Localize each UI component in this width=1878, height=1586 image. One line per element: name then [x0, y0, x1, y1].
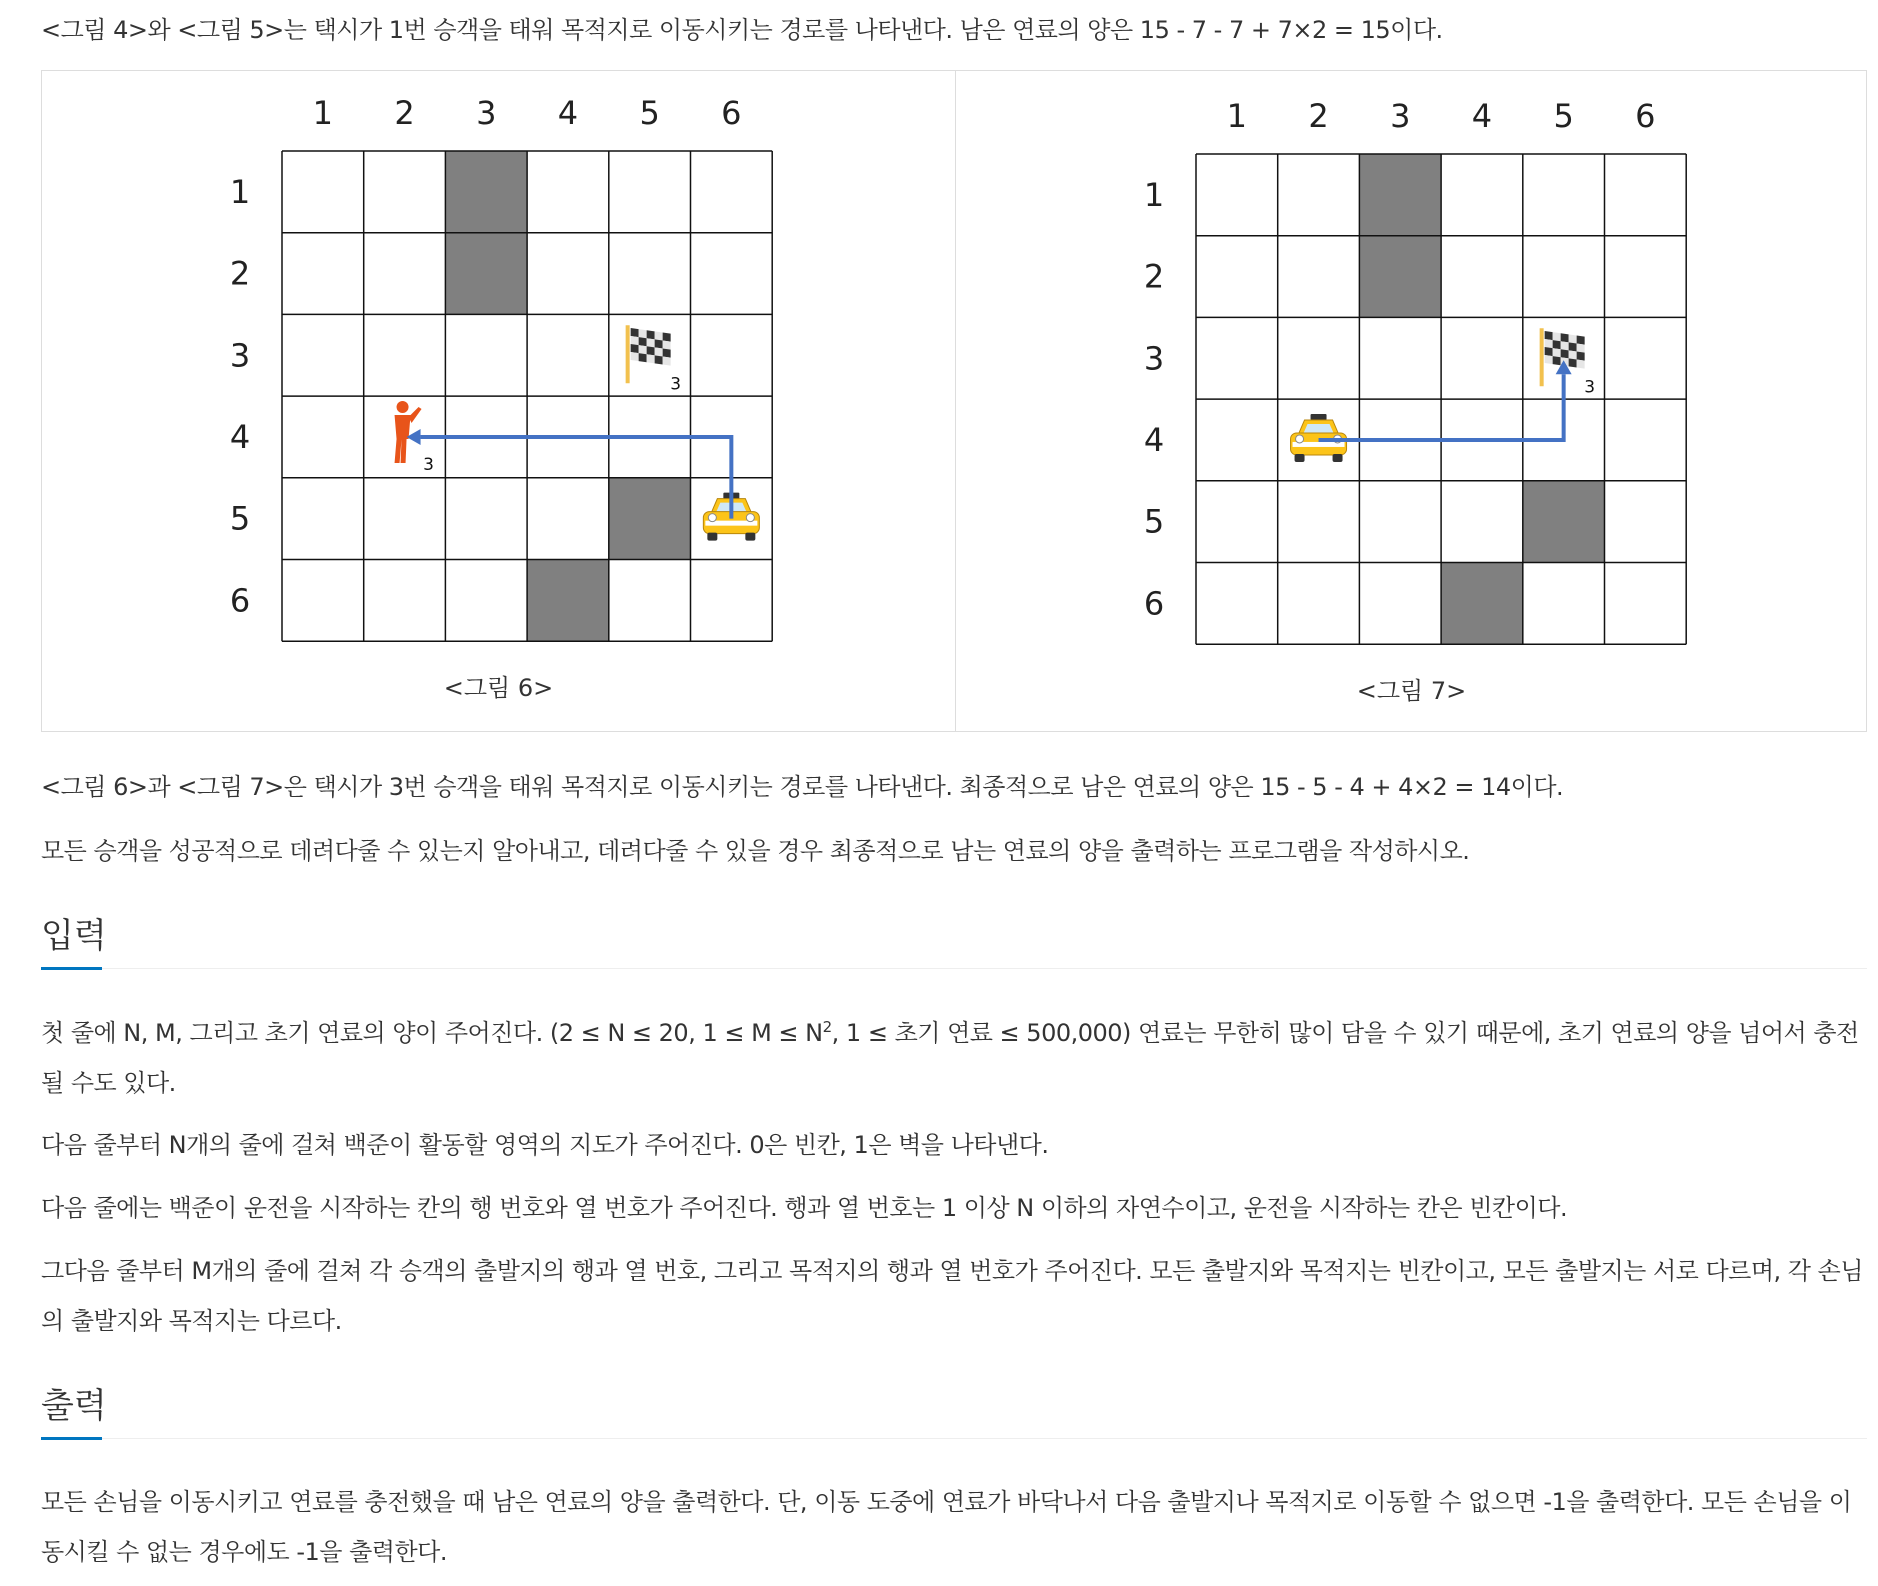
flag-pole — [626, 325, 630, 383]
wall-cell — [609, 478, 691, 560]
intro-paragraph: <그림 4>와 <그림 5>는 택시가 1번 승객을 태워 목적지로 이동시키는 경로를 나타낸다. 남은 연료의 양은 15 - 7 - 7 + 7×2 = 15이다. — [41, 16, 1443, 44]
passenger-number: 3 — [423, 454, 434, 475]
flag-square — [1545, 339, 1553, 348]
wall-cell — [1359, 236, 1441, 318]
row-label: 5 — [1143, 502, 1165, 541]
flag-square — [639, 353, 647, 362]
wall-cell — [1441, 563, 1523, 645]
taxi-windshield — [1304, 424, 1334, 433]
flag-square — [639, 329, 647, 338]
flag-square — [1561, 349, 1569, 358]
input-line-1 — [41, 1008, 1871, 1108]
wall-cell — [527, 560, 609, 642]
column-label: 2 — [394, 94, 415, 132]
taxi-wheel — [745, 533, 755, 541]
input-divider — [41, 968, 1867, 969]
row-label: 3 — [1143, 339, 1165, 378]
flag-cloth — [631, 328, 671, 366]
input-line-4: 그다음 줄부터 M개의 줄에 걸쳐 각 승객의 출발지의 행과 열 번호, 그리고 목적지의 행과 열 번호가 주어진다. 모든 출발지와 목적지는 빈칸이고, 모든 출발지는 서로 다르며, 각 손님의 출발지와 목적지는 다르다. — [41, 1257, 1863, 1335]
column-label: 5 — [1553, 97, 1574, 135]
flag-pole — [1540, 328, 1544, 386]
checkered-flag-icon — [626, 325, 671, 383]
flag-square — [663, 356, 671, 365]
taxi-sign — [1311, 414, 1327, 420]
flag-square — [631, 344, 639, 353]
column-label: 1 — [1226, 97, 1248, 135]
flag-square — [1569, 350, 1577, 359]
taxi-wheel — [1333, 454, 1343, 462]
flag-square — [631, 328, 639, 337]
flag-square — [1569, 334, 1577, 343]
flag-square — [1553, 332, 1561, 341]
column-label: 5 — [639, 94, 660, 132]
output-divider — [41, 1438, 1867, 1439]
flag-square — [663, 332, 671, 341]
flag-square — [1553, 340, 1561, 349]
column-label: 1 — [312, 94, 334, 132]
input-line-1-text-cont: , 1 ≤ 초기 연료 ≤ 500,000) 연료는 무한히 많이 담을 수 있기 때문에, 초기 연료의 양을 넘어서 충전될 수도 있다. — [41, 1019, 1859, 1097]
column-label: 3 — [1390, 97, 1411, 135]
taxi-headlight — [708, 514, 716, 522]
column-label: 6 — [721, 94, 742, 132]
input-line-2: 다음 줄부터 N개의 줄에 걸쳐 백준이 활동할 영역의 지도가 주어진다. 0은 빈칸, 1은 벽을 나타낸다. — [41, 1131, 1049, 1159]
flag-square — [655, 339, 663, 348]
row-label: 4 — [229, 417, 251, 456]
flag-square — [639, 337, 647, 346]
row-label: 6 — [1143, 584, 1165, 623]
flag-square — [1577, 351, 1585, 360]
flag-square — [1553, 348, 1561, 357]
passenger-head — [397, 401, 409, 413]
flag-square — [1577, 335, 1585, 344]
flag-square — [1577, 359, 1585, 368]
flag-square — [1545, 331, 1553, 340]
flag-square — [639, 345, 647, 354]
flag-square — [1577, 343, 1585, 352]
row-label: 1 — [1143, 175, 1165, 214]
passenger-body — [395, 415, 411, 463]
input-heading: 입력 — [41, 916, 107, 956]
figure-7 — [955, 71, 1868, 731]
flag-square — [1545, 347, 1553, 356]
input-line-3: 다음 줄에는 백준이 운전을 시작하는 칸의 행 번호와 열 번호가 주어진다. 행과 열 번호는 1 이상 N 이하의 자연수이고, 운전을 시작하는 칸은 빈칸이다. — [41, 1194, 1568, 1222]
figure-6 — [42, 71, 955, 731]
taxi-wheel — [707, 533, 717, 541]
taxi-wheel — [1295, 454, 1305, 462]
flag-square — [647, 354, 655, 363]
flag-square — [1553, 356, 1561, 365]
paragraph-task: 모든 승객을 성공적으로 데려다줄 수 있는지 알아내고, 데려다줄 수 있을 경우 최종적으로 남는 연료의 양을 출력하는 프로그램을 작성하시오. — [41, 837, 1470, 865]
flag-square — [655, 331, 663, 340]
flag-square — [647, 338, 655, 347]
output-heading-underline — [41, 1437, 102, 1440]
output-heading: 출력 — [41, 1386, 107, 1426]
input-line-1-text: 첫 줄에 N, M, 그리고 초기 연료의 양이 주어진다. (2 ≤ N ≤ 20, 1 ≤ M ≤ N — [41, 1019, 823, 1047]
flag-square — [663, 340, 671, 349]
destination-number: 3 — [1584, 377, 1596, 398]
column-label: 4 — [1471, 97, 1493, 135]
row-label: 4 — [1143, 420, 1165, 459]
row-label: 2 — [1143, 257, 1165, 296]
row-label: 3 — [229, 336, 251, 375]
flag-square — [655, 355, 663, 364]
column-label: 2 — [1308, 97, 1329, 135]
wall-cell — [1523, 481, 1605, 563]
flag-square — [1545, 355, 1553, 364]
figure-caption: <그림 7> — [1356, 677, 1467, 705]
wall-cell — [445, 151, 527, 233]
taxi-headlight — [1296, 435, 1304, 443]
flag-square — [663, 348, 671, 357]
taxi-headlight — [746, 514, 754, 522]
flag-square — [647, 330, 655, 339]
flag-square — [1561, 341, 1569, 350]
row-label: 2 — [229, 254, 251, 293]
flag-square — [647, 346, 655, 355]
column-label: 3 — [476, 94, 497, 132]
flag-square — [1561, 333, 1569, 342]
grid-figure-6 — [42, 71, 955, 691]
flag-square — [1569, 342, 1577, 351]
wall-cell — [1359, 154, 1441, 236]
paragraph-route: <그림 6>과 <그림 7>은 택시가 3번 승객을 태워 목적지로 이동시키는 경로를 나타낸다. 최종적으로 남은 연료의 양은 15 - 5 - 4 + 4×2 = 14이다. — [41, 773, 1564, 801]
flag-square — [1569, 358, 1577, 367]
column-label: 4 — [557, 94, 579, 132]
flag-square — [631, 336, 639, 345]
figure-caption: <그림 6> — [443, 674, 554, 702]
destination-number: 3 — [670, 374, 682, 395]
wall-cell — [445, 233, 527, 315]
output-line-1: 모든 손님을 이동시키고 연료를 충전했을 때 남은 연료의 양을 출력한다. 단, 이동 도중에 연료가 바닥나서 다음 출발지나 목적지로 이동할 수 없으면 -1을 출력한다. 모든 손님을 이동시킬 수 없는 경우에도 -1을 출력한다. — [41, 1488, 1852, 1566]
row-label: 1 — [229, 172, 251, 211]
flag-square — [631, 352, 639, 361]
superscript: 2 — [822, 1018, 832, 1036]
row-label: 6 — [229, 581, 251, 620]
row-label: 5 — [229, 499, 251, 538]
grid-figure-7 — [955, 71, 1868, 691]
input-heading-underline — [41, 967, 102, 970]
figure-container — [41, 70, 1867, 732]
column-label: 6 — [1635, 97, 1656, 135]
flag-square — [655, 347, 663, 356]
